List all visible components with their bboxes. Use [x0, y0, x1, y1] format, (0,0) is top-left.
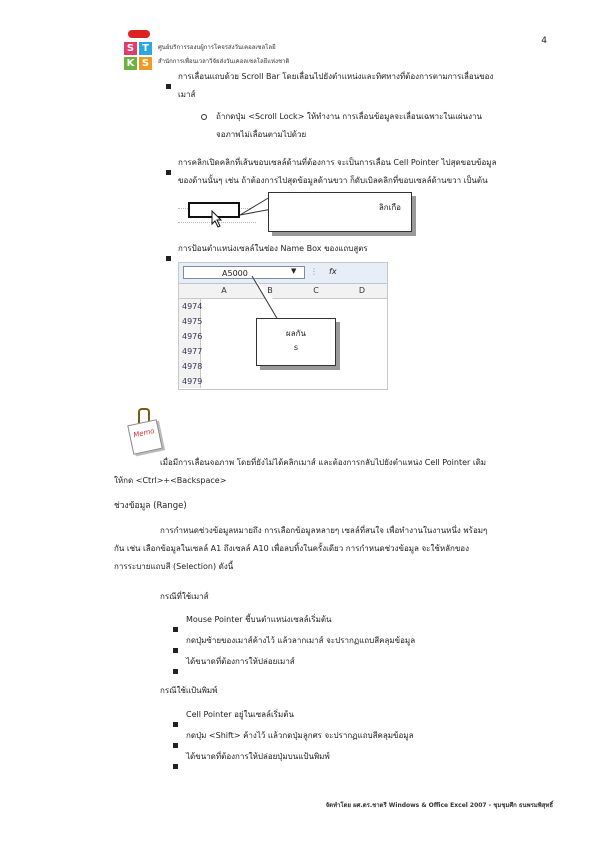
bullet-scrollbar: การเลื่อนแถบด้วย Scroll Bar โดยเลื่อนไปยังตำแหน่งและทิศทางที่ต้องการตามการเลื่อนของ [178, 72, 494, 81]
bullet-icon [166, 74, 171, 93]
callout-1-text: ลิกเกือ [378, 203, 401, 212]
row-header[interactable]: 4978 [179, 359, 201, 374]
column-header-a[interactable]: A [221, 286, 227, 295]
bullet-icon [173, 659, 178, 678]
bullet-namebox: การป้อนตำแหน่งเซลล์ในช่อง Name Box ของแถบสูตร [178, 244, 368, 253]
column-header-d[interactable]: D [358, 286, 366, 295]
mouse-step-2: กดปุ่มซ้ายของเมาส์ค้างไว้ แล้วลากเมาส์ จะปรากฏแถบสีคลุมข้อมูล [186, 636, 416, 645]
mouse-step-3: ได้ขนาดที่ต้องการให้ปล่อยเมาส์ [186, 657, 295, 666]
cursor-icon [210, 210, 224, 228]
row-header[interactable]: 4979 [179, 374, 201, 388]
callout-box-2 [256, 318, 336, 366]
stks-logo [124, 28, 154, 70]
formula-bar-dots-icon: ⋮ [310, 267, 318, 276]
mouse-step-1: Mouse Pointer ชี้บนตำแหน่งเซลล์เริ่มต้น [186, 615, 332, 624]
fx-icon[interactable]: fx [329, 267, 337, 276]
footer-text: จัดทำโดย ผศ.ดร.ชาตรี Windows & Office Excel 2007 - ชุมชุมศึก ธนพรมพิสุทธิ์ [325, 802, 553, 809]
range-paragraph-line-3: การระบายแถบสี (Selection) ดังนี้ [114, 562, 234, 571]
row-header[interactable]: 4977 [179, 344, 201, 359]
keyboard-step-3: ได้ขนาดที่ต้องการให้ปล่อยปุ่มบนแป้นพิมพ์ [186, 752, 330, 761]
logo-tile-t: T [139, 42, 152, 55]
keyboard-case-title: กรณีใช้แป้นพิมพ์ [160, 686, 218, 695]
corner-cell [179, 284, 201, 298]
keyboard-step-1: Cell Pointer อยู่ในเซลล์เริ่มต้น [186, 710, 294, 719]
keyboard-step-2: กดปุ่ม <Shift> ค้างไว้ แล้วกดปุ่มลูกศร จะปรากฏแถบสีคลุมข้อมูล [186, 731, 414, 740]
logo-tile-s2: S [139, 57, 152, 70]
name-box[interactable]: A5000 [183, 266, 305, 279]
bullet-icon [173, 712, 178, 731]
bullet-doubleclick-cont: ของด้านนั้นๆ เช่น ถ้าต้องการไปสุดข้อมูลด้านขวา ก็ดับเบิลคลิกที่ขอบเซลล์ด้านขวา เป็นต้น [178, 176, 488, 185]
column-header-b[interactable]: B [267, 286, 273, 295]
sub-bullet-icon [201, 114, 207, 120]
memo-note-icon [128, 408, 162, 462]
row-header[interactable]: 4976 [179, 329, 201, 344]
logo-tile-s: S [124, 42, 137, 55]
column-header-c[interactable]: C [313, 286, 319, 295]
header-line-1: ศูนย์บริการรองบผู้การโคจรส่งวันเคอลเซลโลยี [158, 44, 276, 51]
page-number: 4 [541, 36, 547, 46]
bullet-icon [173, 638, 178, 657]
logo-tile-k: K [124, 57, 137, 70]
bullet-icon [173, 617, 178, 636]
row-header[interactable]: 4975 [179, 314, 201, 329]
note-line-2: ให้กด <Ctrl>+<Backspace> [114, 476, 227, 485]
logo-swoosh [128, 30, 150, 38]
mouse-case-title: กรณีที่ใช้เมาส์ [160, 592, 209, 601]
callout-box-1 [268, 192, 412, 232]
section-title-range: ช่วงข้อมูล (Range) [114, 501, 187, 511]
memo-label: Memo [132, 427, 156, 440]
bullet-icon [166, 160, 171, 179]
note-line-1: เมื่อมีการเลื่อนจอภาพ โดยที่ยังไม่ได้คลิกเมาส์ และต้องการกลับไปยังตำแหน่ง Cell Pointer เดิม [160, 458, 487, 467]
row-header[interactable]: 4974 [179, 299, 201, 314]
callout-2-line-2: s [293, 343, 299, 352]
range-paragraph-line-1: การกำหนดช่วงข้อมูลหมายถึง การเลือกข้อมูลหลายๆ เซลล์ที่สนใจ เพื่อทำงานในงานหนึ่ง พร้อมๆ [160, 526, 488, 535]
bullet-icon [173, 733, 178, 752]
bullet-scrollbar-cont: เมาส์ [178, 90, 196, 99]
name-box-dropdown-icon[interactable]: ▼ [291, 267, 297, 275]
bullet-icon [173, 754, 178, 773]
sub-scroll-lock-cont: จอภาพไม่เลื่อนตามไปด้วย [216, 130, 307, 139]
range-paragraph-line-2: กัน เช่น เลือกข้อมูลในเซลล์ A1 ถึงเซลล์ A10 เพื่อลบทิ้งในครั้งเดียว การกำหนดช่วงข้อมูล จะใช้หลักของ [114, 544, 470, 553]
callout-2-line-1: ผลกัน [286, 329, 306, 338]
sub-scroll-lock: ถ้ากดปุ่ม <Scroll Lock> ให้ทำงาน การเลื่อนข้อมูลจะเลื่อนเฉพาะในแผ่นงาน [216, 112, 482, 121]
header-line-2: สำนักการเพื่อนเวลาวิจัยส่งวันเคอลเซลโลยีแห่งชาติ [158, 58, 290, 65]
bullet-doubleclick: การคลิกเปิดคลิกที่เส้นขอบเซลล์ด้านที่ต้องการ จะเป็นการเลื่อน Cell Pointer ไปสุดขอบข้อมูล [178, 158, 497, 167]
bullet-icon [166, 246, 171, 265]
